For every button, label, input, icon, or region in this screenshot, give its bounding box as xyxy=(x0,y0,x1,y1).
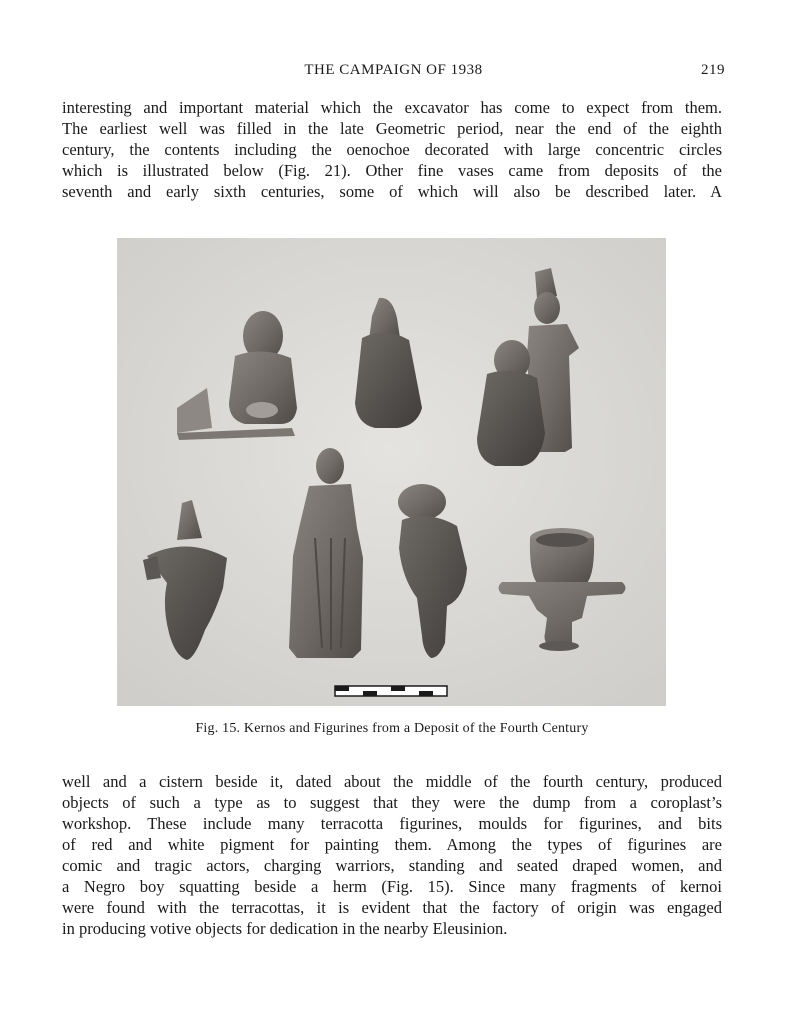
figure-caption: Fig. 15. Kernos and Figurines from a Deposit of the Fourth Century xyxy=(195,721,589,736)
figure-photograph xyxy=(117,238,666,706)
text-line: well and a cistern beside it, dated about the middle of the fourth century, produced xyxy=(62,772,722,791)
paragraph-bottom xyxy=(62,771,722,939)
page-number: 219 xyxy=(701,62,725,78)
text-line: interesting and important material which the excavator has come to expect from them. xyxy=(62,98,722,117)
text-line: in producing votive objects for dedication in the nearby Eleusinion. xyxy=(62,919,508,938)
text-line: which is illustrated below (Fig. 21). Other fine vases came from deposits of the xyxy=(62,161,722,180)
text-line: century, the contents including the oenochoe decorated with large concentric circles xyxy=(62,140,722,159)
text-line: seventh and early sixth centuries, some of which will also be described later. A xyxy=(62,182,722,201)
text-line: of red and white pigment for painting them. Among the types of figurines are xyxy=(62,835,722,854)
text-line: objects of such a type as to suggest that they were the dump from a coroplast’s xyxy=(62,793,722,812)
text-line: a Negro boy squatting beside a herm (Fig. 15). Since many fragments of kernoi xyxy=(62,877,722,896)
text-line: comic and tragic actors, charging warriors, standing and seated draped women, and xyxy=(62,856,722,875)
paragraph-top xyxy=(62,97,722,202)
text-line: The earliest well was filled in the late Geometric period, near the end of the eighth xyxy=(62,119,722,138)
text-line: were found with the terracottas, it is evident that the factory of origin was engaged xyxy=(62,898,722,917)
figurines-photo xyxy=(117,238,666,706)
running-title: THE CAMPAIGN OF 1938 xyxy=(304,62,483,78)
text-line: workshop. These include many terracotta figurines, moulds for figurines, and bits xyxy=(62,814,722,833)
scale-bar xyxy=(335,686,447,696)
